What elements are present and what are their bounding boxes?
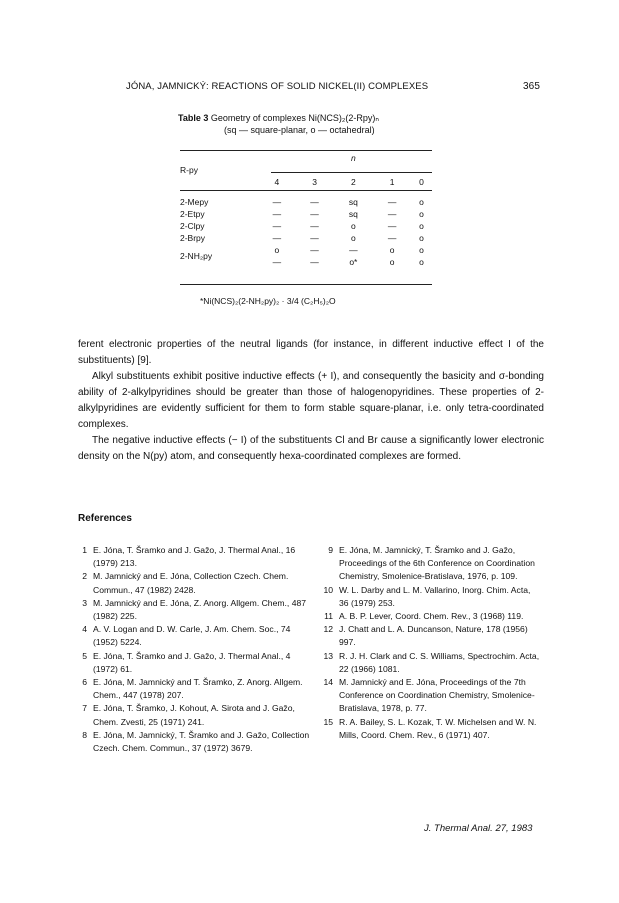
reference-item: 1 E. Jóna, T. Šramko and J. Gažo, J. Thermal Anal., 16 (1979) 213. [82,545,296,569]
table-cell: o [350,221,356,231]
reference-item: 11 A. B. P. Lever, Coord. Chem. Rev., 3 (1968) 119. [324,611,524,622]
references-heading: References [78,513,132,524]
table-cell: — [310,197,319,207]
table-cell: — [272,221,282,231]
table-cell: o [389,257,395,267]
ligand-cell: 2-NH₂py [180,251,213,261]
reference-item: 8 E. Jóna, M. Jamnický, T. Šramko and J. Gažo, Collection Czech. Chem. Commun., 37 (1972) 3679. [82,729,310,754]
geometry-table [180,152,432,268]
table-cell: — [272,209,282,219]
table-cell: o [419,197,424,207]
ligand-cell: 2-Brpy [180,233,206,243]
table-cell: o [350,233,356,243]
table-cell: o [274,245,280,255]
column-header: 2 [350,177,356,187]
references-right-column [323,544,541,742]
reference-item: 10 W. L. Darby and L. M. Vallarino, Inorg. Chim. Acta, 36 (1979) 253. [323,584,531,608]
rpy-header: R-py [180,165,198,175]
column-header: 0 [419,177,424,187]
table-rule-top [180,150,432,151]
table-row [180,196,432,208]
table-caption [178,112,379,136]
running-title: JÓNA, JAMNICKÝ: REACTIONS OF SOLID NICKEL(II) COMPLEXES [126,81,429,92]
reference-item: 6 E. Jóna, M. Jamnický and T. Šramko, Z. Anorg. Allgem. Chem., 447 (1978) 207. [82,677,303,701]
column-header: 1 [389,177,395,187]
column-header-row [180,176,432,188]
column-header: 3 [312,177,317,187]
table-cell: o [389,245,395,255]
journal-footer: J. Thermal Anal. 27, 1983 [424,823,533,834]
reference-item: 9 E. Jóna, M. Jamnický, T. Šramko and J. Gažo, Proceedings of the 6th Conference on Coordination Chemistry, Smolenice-Bratislava, 1976, p. 109. [328,545,535,582]
table-row [180,232,432,244]
table-cell: o [419,257,424,267]
table-row [180,244,432,256]
table-cell: — [387,209,397,219]
table-cell: o [419,209,424,219]
table-subtitle: (sq — square-planar, o — octahedral) [224,125,375,135]
ligand-cell: 2-Etpy [180,209,205,219]
reference-item: 5 E. Jóna, T. Šramko and J. Gažo, J. Thermal Anal., 4 (1972) 61. [82,650,291,674]
ligand-cell: 2-Clpy [180,221,205,231]
column-header: 4 [274,177,280,187]
reference-item: 14 M. Jamnický and E. Jóna, Proceedings of the 7th Conference on Coordination Chemistry, Smolenice-Bratislava, 1978, p. 77. [323,677,535,714]
reference-item: 4 A. V. Logan and D. W. Carle, J. Am. Chem. Soc., 74 (1952) 5224. [82,624,291,648]
paragraph: ferent electronic properties of the neutral ligands (for instance, in different inductive effect I of the substituents) [9]. [78,339,544,366]
table-cell: — [387,197,397,207]
table-row [180,220,432,232]
table-cell: — [310,221,319,231]
ligand-cell: 2-Mepy [180,197,209,207]
table-cell: — [387,233,397,243]
table-cell: — [310,209,319,219]
table-row [180,208,432,220]
table-cell: o [419,245,424,255]
table-footnote: *Ni(NCS)₂(2-NH₂py)₂ · 3/4 (C₂H₅)₂O [200,296,336,306]
table-header-row [180,152,432,164]
table-cell: — [272,257,282,267]
reference-item: 12 J. Chatt and L. A. Duncanson, Nature, 178 (1956) 997. [323,624,528,648]
reference-item: 2 M. Jamnický and E. Jóna, Collection Czech. Chem. Commun., 47 (1982) 2428. [82,571,289,595]
table-cell: o [419,221,424,231]
table-cell: — [310,245,319,255]
reference-item: 13 R. J. H. Clark and C. S. Williams, Spectrochim. Acta, 22 (1966) 1081. [323,650,540,674]
table-cell: — [272,197,282,207]
table-cell: — [349,245,358,255]
table-cell: o [419,233,424,243]
table-cell: o* [349,257,358,267]
table-cell: sq [348,197,358,207]
table-cell: sq [348,209,358,219]
table-cell: — [272,233,282,243]
references-left-column [77,544,312,755]
reference-item: 7 E. Jóna, T. Šramko, J. Kohout, A. Sirota and J. Gažo, Chem. Zvesti, 25 (1971) 241. [82,703,295,727]
table-rule-bottom [180,284,432,285]
table-cell: — [310,233,319,243]
table-cell: — [310,257,319,267]
reference-item: 3 M. Jamnický and E. Jóna, Z. Anorg. Allgem. Chem., 487 (1982) 225. [82,597,307,622]
paragraph: The negative inductive effects (− I) of the substituents Cl and Br cause a significantly lower electronic density on the N(py) atom, and consequently hexa-coordinated complexes are formed. [78,435,544,462]
body-text [78,337,544,465]
reference-item: 15 R. A. Bailey, S. L. Kozak, T. W. Michelsen and W. N. Mills, Coord. Chem. Rev., 6 (1971) 407. [323,716,537,740]
paragraph: Alkyl substituents exhibit positive inductive effects (+ I), and consequently the basicity and σ-bonding ability of 2-alkylpyridines should be greater than those of halogenopyridines. These properties of 2-alkylpyridines are evidently sufficient for them to form stable square-planar, i.e. only tetra-coordinated complexes. [78,371,544,430]
page-number: 365 [523,81,540,92]
table-label: Table 3 [178,113,209,123]
table-cell: — [387,221,397,231]
table-title: Geometry of complexes Ni(NCS)₂(2-Rpy)ₙ [210,113,379,123]
n-header: n [350,153,356,163]
